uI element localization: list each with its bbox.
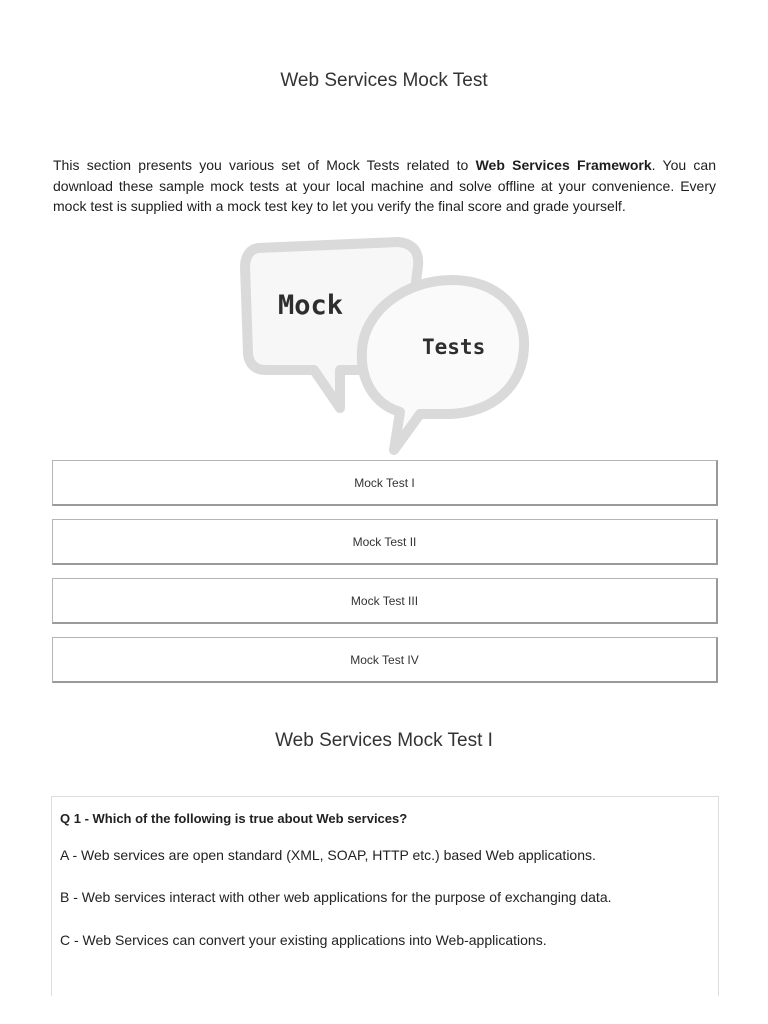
mock-test-1-button[interactable]: Mock Test I: [52, 460, 718, 506]
intro-bold-text: Web Services Framework: [475, 157, 652, 173]
mock-test-2-button[interactable]: Mock Test II: [52, 519, 718, 565]
right-speech-bubble: [362, 280, 524, 450]
answer-option-b[interactable]: B - Web services interact with other web applications for the purpose of exchanging data.: [60, 889, 612, 905]
page-title: Web Services Mock Test: [280, 70, 488, 91]
mock-test-4-button[interactable]: Mock Test IV: [52, 637, 718, 683]
answer-option-c[interactable]: C - Web Services can convert your existing applications into Web-applications.: [60, 932, 547, 948]
question-title: Q 1 - Which of the following is true about Web services?: [60, 811, 408, 826]
intro-text-before: This section presents you various set of Mock Tests related to: [53, 157, 476, 173]
answer-option-a[interactable]: A - Web services are open standard (XML, SOAP, HTTP etc.) based Web applications.: [60, 847, 596, 863]
intro-text-after: . You can download these sample mock tests at your local machine and solve offline at your convenience. Every mock test is supplied with a mock test key to let you verify the final score and grade yourself.: [53, 157, 716, 214]
intro-paragraph: [53, 155, 716, 217]
logo-word-tests: Tests: [422, 335, 486, 359]
section-title: Web Services Mock Test I: [275, 730, 493, 751]
logo-word-mock: Mock: [278, 290, 344, 321]
mock-tests-logo: [236, 236, 536, 458]
question-card: [51, 796, 719, 996]
mock-test-3-button[interactable]: Mock Test III: [52, 578, 718, 624]
